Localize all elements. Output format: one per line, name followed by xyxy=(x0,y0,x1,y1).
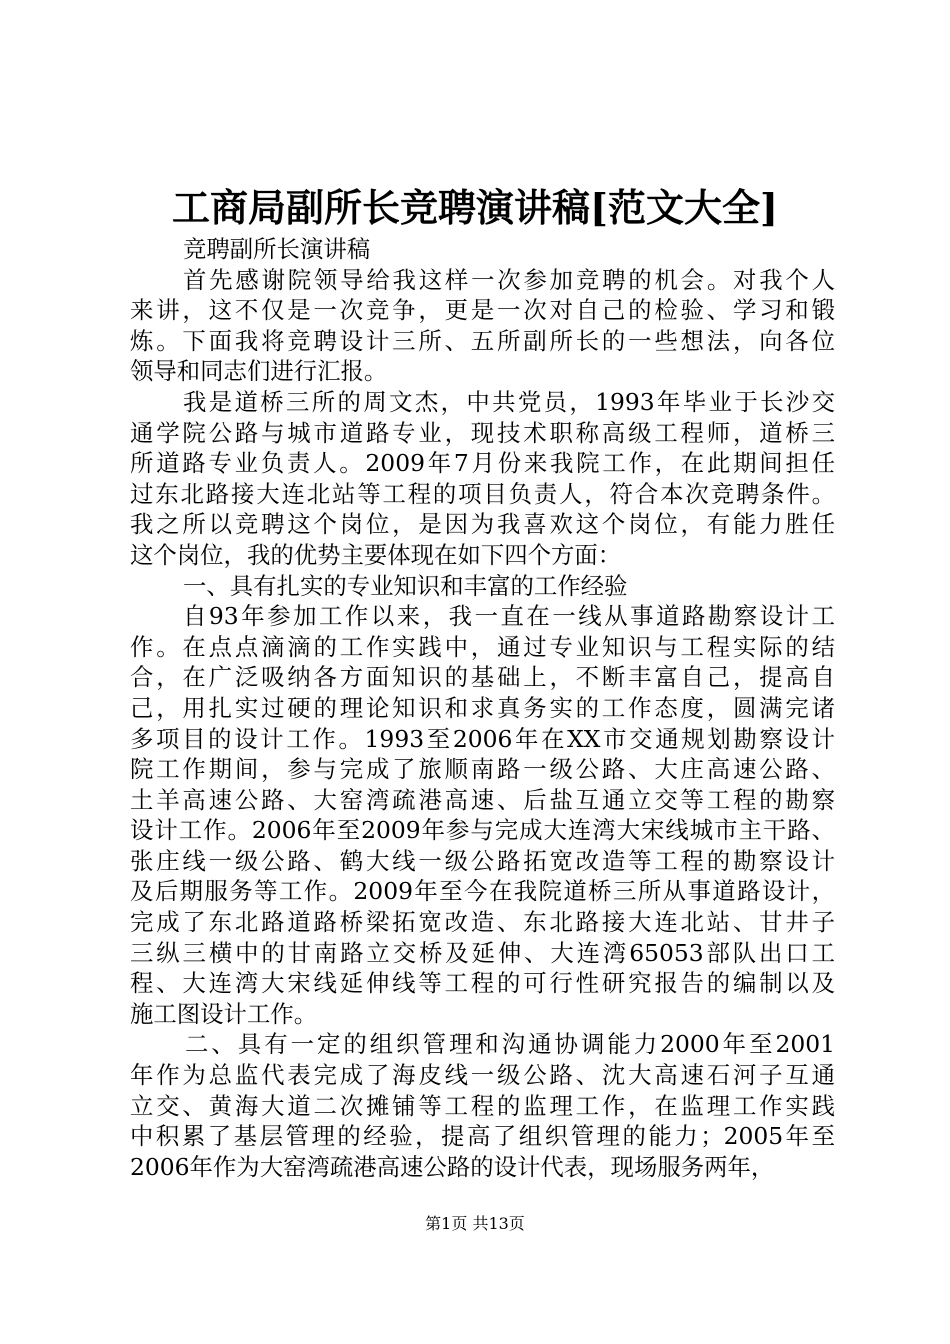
body-line: 炼。下面我将竞聘设计三所、五所副所长的一些想法，向各位 xyxy=(130,326,835,355)
page-footer: 第1页 共13页 xyxy=(425,1214,525,1233)
body-line: 多项目的设计工作。1993至2006年在XX市交通规划勘察设计 xyxy=(130,724,835,753)
body-line: 自93年参加工作以来，我一直在一线从事道路勘察设计工 xyxy=(183,602,835,631)
body-line: 院工作期间，参与完成了旅顺南路一级公路、大庄高速公路、 xyxy=(130,755,835,784)
body-line: 己，用扎实过硬的理论知识和求真务实的工作态度，圆满完诸 xyxy=(130,693,835,722)
body-line: 程、大连湾大宋线延伸线等工程的可行性研究报告的编制以及 xyxy=(130,969,835,998)
body-line: 年作为总监代表完成了海皮线一级公路、沈大高速石河子互通 xyxy=(130,1061,835,1090)
subtitle-line: 竞聘副所长演讲稿 xyxy=(183,235,371,263)
body-line: 中积累了基层管理的经验，提高了组织管理的能力；2005年至 xyxy=(130,1122,835,1151)
body-line: 立交、黄海大道二次摊铺等工程的监理工作，在监理工作实践 xyxy=(130,1091,835,1120)
body-line: 及后期服务等工作。2009年至今在我院道桥三所从事道路设计， xyxy=(130,877,835,906)
body-line: 设计工作。2006年至2009年参与完成大连湾大宋线城市主干路、 xyxy=(130,816,835,845)
body-line: 2006年作为大窑湾疏港高速公路的设计代表，现场服务两年， xyxy=(130,1152,775,1181)
body-line: 过东北路接大连北站等工程的项目负责人，符合本次竞聘条件。 xyxy=(130,479,835,508)
body-line: 领导和同志们进行汇报。 xyxy=(130,357,388,386)
body-line: 完成了东北路道路桥梁拓宽改造、东北路接大连北站、甘井子 xyxy=(130,908,835,937)
body-line: 张庄线一级公路、鹤大线一级公路拓宽改造等工程的勘察设计 xyxy=(130,846,835,875)
body-line: 我之所以竞聘这个岗位，是因为我喜欢这个岗位，有能力胜任 xyxy=(130,510,835,539)
document-body xyxy=(130,234,835,1182)
body-line: 合，在广泛吸纳各方面知识的基础上，不断丰富自己，提高自 xyxy=(130,663,835,692)
body-line: 三纵三横中的甘南路立交桥及延伸、大连湾65053部队出口工 xyxy=(130,938,835,967)
body-line: 土羊高速公路、大窑湾疏港高速、后盐互通立交等工程的勘察 xyxy=(130,785,835,814)
body-line: 所道路专业负责人。2009年7月份来我院工作，在此期间担任 xyxy=(130,449,835,478)
body-line: 我是道桥三所的周文杰，中共党员，1993年毕业于长沙交 xyxy=(183,387,835,416)
body-line: 施工图设计工作。 xyxy=(130,999,318,1028)
body-line: 这个岗位，我的优势主要体现在如下四个方面： xyxy=(130,540,622,569)
body-line: 首先感谢院领导给我这样一次参加竞聘的机会。对我个人 xyxy=(183,265,835,294)
document-title: 工商局副所长竞聘演讲稿[范文大全] xyxy=(172,185,778,230)
section-heading-2: 二、具有一定的组织管理和沟通协调能力2000年至2001 xyxy=(185,1030,835,1059)
body-line: 来讲，这不仅是一次竞争，更是一次对自己的检验、学习和锻 xyxy=(130,296,835,325)
body-line: 作。在点点滴滴的工作实践中，通过专业知识与工程实际的结 xyxy=(130,632,835,661)
body-line: 通学院公路与城市道路专业，现技术职称高级工程师，道桥三 xyxy=(130,418,835,447)
section-heading-1: 一、具有扎实的专业知识和丰富的工作经验 xyxy=(183,571,628,600)
